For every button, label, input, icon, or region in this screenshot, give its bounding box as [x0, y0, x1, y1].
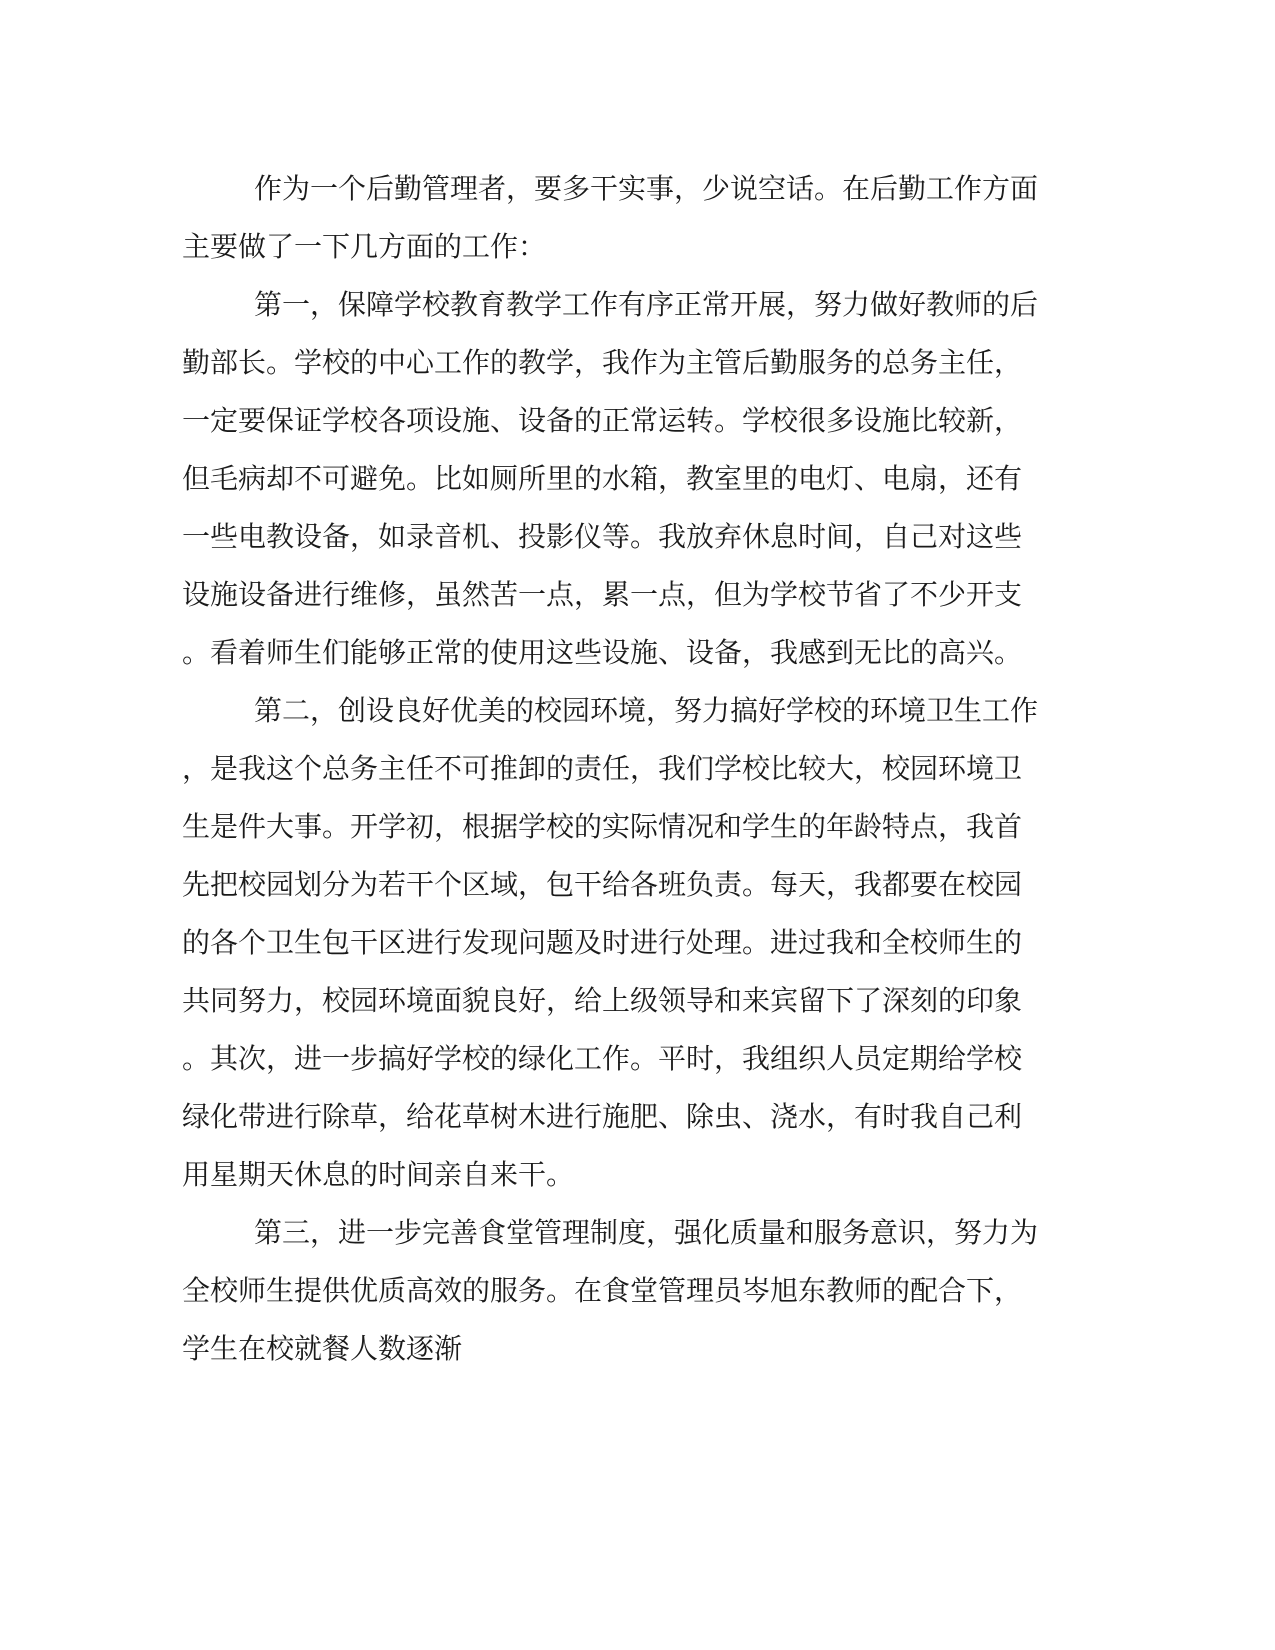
paragraph-line: 绿化带进行除草，给花草树木进行施肥、除虫、浇水，有时我自己利 — [182, 1100, 1023, 1133]
paragraph-line: 勤部长。学校的中心工作的教学，我作为主管后勤服务的总务主任， — [182, 346, 1023, 379]
paragraph-line: 全校师生提供优质高效的服务。在食堂管理员岑旭东教师的配合下， — [182, 1274, 1023, 1307]
paragraph-line: 设施设备进行维修，虽然苦一点，累一点，但为学校节省了不少开支 — [182, 578, 1023, 611]
paragraph-line: 。看着师生们能够正常的使用这些设施、设备，我感到无比的高兴。 — [182, 636, 1023, 669]
paragraph-line: 但毛病却不可避免。比如厕所里的水箱，教室里的电灯、电扇，还有 — [182, 462, 1023, 495]
paragraph-line: 学生在校就餐人数逐渐 — [182, 1332, 463, 1365]
paragraph-line: 第三，进一步完善食堂管理制度，强化质量和服务意识，努力为 — [254, 1216, 1039, 1249]
paragraph-line: 共同努力，校园环境面貌良好，给上级领导和来宾留下了深刻的印象 — [182, 984, 1023, 1017]
paragraph-line: 一些电教设备，如录音机、投影仪等。我放弃休息时间，自己对这些 — [182, 520, 1023, 553]
paragraph-line: 先把校园划分为若干个区域，包干给各班负责。每天，我都要在校园 — [182, 868, 1023, 901]
paragraph-line: ，是我这个总务主任不可推卸的责任，我们学校比较大，校园环境卫 — [182, 752, 1023, 785]
document-body — [182, 160, 1062, 1378]
paragraph-line: 。其次，进一步搞好学校的绿化工作。平时，我组织人员定期给学校 — [182, 1042, 1023, 1075]
paragraph-line: 作为一个后勤管理者，要多干实事，少说空话。在后勤工作方面 — [254, 172, 1039, 205]
paragraph-line: 用星期天休息的时间亲自来干。 — [182, 1158, 575, 1191]
paragraph-line: 第一，保障学校教育教学工作有序正常开展，努力做好教师的后 — [254, 288, 1039, 321]
paragraph-line: 的各个卫生包干区进行发现问题及时进行处理。进过我和全校师生的 — [182, 926, 1023, 959]
paragraph-line: 生是件大事。开学初，根据学校的实际情况和学生的年龄特点，我首 — [182, 810, 1023, 843]
paragraph-line: 主要做了一下几方面的工作： — [182, 230, 547, 263]
paragraph-line: 一定要保证学校各项设施、设备的正常运转。学校很多设施比较新， — [182, 404, 1023, 437]
paragraph-line: 第二，创设良好优美的校园环境，努力搞好学校的环境卫生工作 — [254, 694, 1039, 727]
